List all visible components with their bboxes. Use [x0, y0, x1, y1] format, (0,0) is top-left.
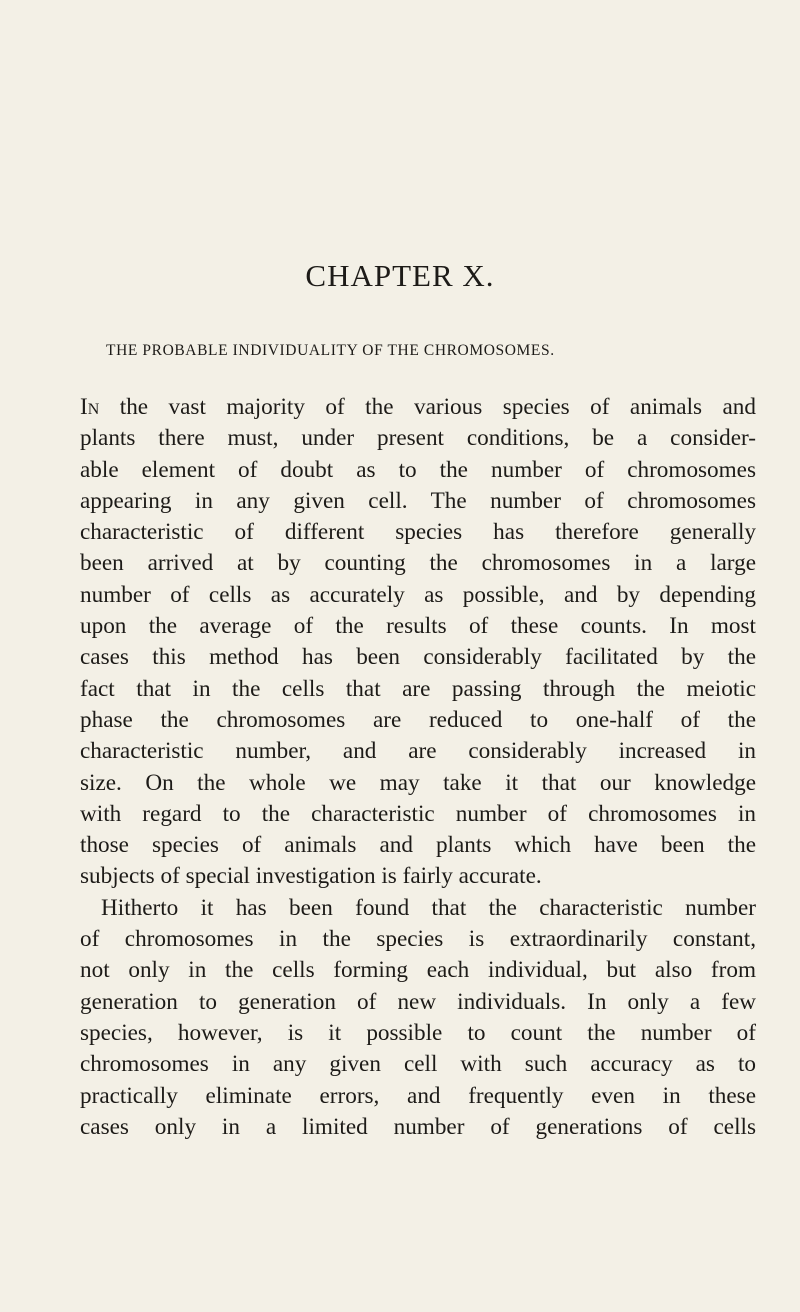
text-line: subjects of special investigation is fairly accurate.	[80, 863, 542, 890]
text-line: In the vast majority of the various species of animals and	[80, 394, 756, 420]
text-line: with regard to the characteristic number of chromosomes in	[80, 800, 756, 827]
paragraph-lead-word: In	[80, 394, 100, 420]
text-line: generation to generation of new individuals. In only a few	[80, 988, 756, 1015]
text-line: those species of animals and plants which have been the	[80, 832, 756, 859]
body-text	[80, 392, 756, 1143]
text-line: not only in the cells forming each individual, but also from	[80, 957, 756, 984]
text-line: species, however, is it possible to count the number of	[80, 1019, 756, 1046]
chapter-title: CHAPTER X.	[305, 258, 495, 293]
text-line: practically eliminate errors, and frequently even in these	[80, 1082, 756, 1109]
text-line: of chromosomes in the species is extraordinarily constant,	[80, 926, 756, 953]
text-line: characteristic number, and are considerably increased in	[80, 738, 756, 765]
chapter-subtitle: THE PROBABLE INDIVIDUALITY OF THE CHROMOSOMES.	[106, 342, 555, 359]
text-line: upon the average of the results of these counts. In most	[80, 613, 756, 640]
text-line: chromosomes in any given cell with such accuracy as to	[80, 1051, 756, 1078]
text-line: able element of doubt as to the number of chromosomes	[80, 456, 756, 483]
text-line: fact that in the cells that are passing through the meiotic	[80, 675, 756, 702]
text-line: size. On the whole we may take it that our knowledge	[80, 769, 756, 796]
text-line: cases only in a limited number of generations of cells	[80, 1113, 756, 1140]
text-line: characteristic of different species has therefore generally	[80, 519, 756, 546]
text-line: plants there must, under present conditions, be a consider-	[80, 425, 756, 452]
text-line: number of cells as accurately as possible, and by depending	[80, 581, 756, 608]
text-line: phase the chromosomes are reduced to one-half of the	[80, 706, 756, 733]
text-line: Hitherto it has been found that the characteristic number	[101, 894, 756, 921]
text-line: cases this method has been considerably facilitated by the	[80, 644, 756, 671]
text-line: been arrived at by counting the chromosomes in a large	[80, 550, 756, 577]
text-line: appearing in any given cell. The number of chromosomes	[80, 487, 756, 514]
